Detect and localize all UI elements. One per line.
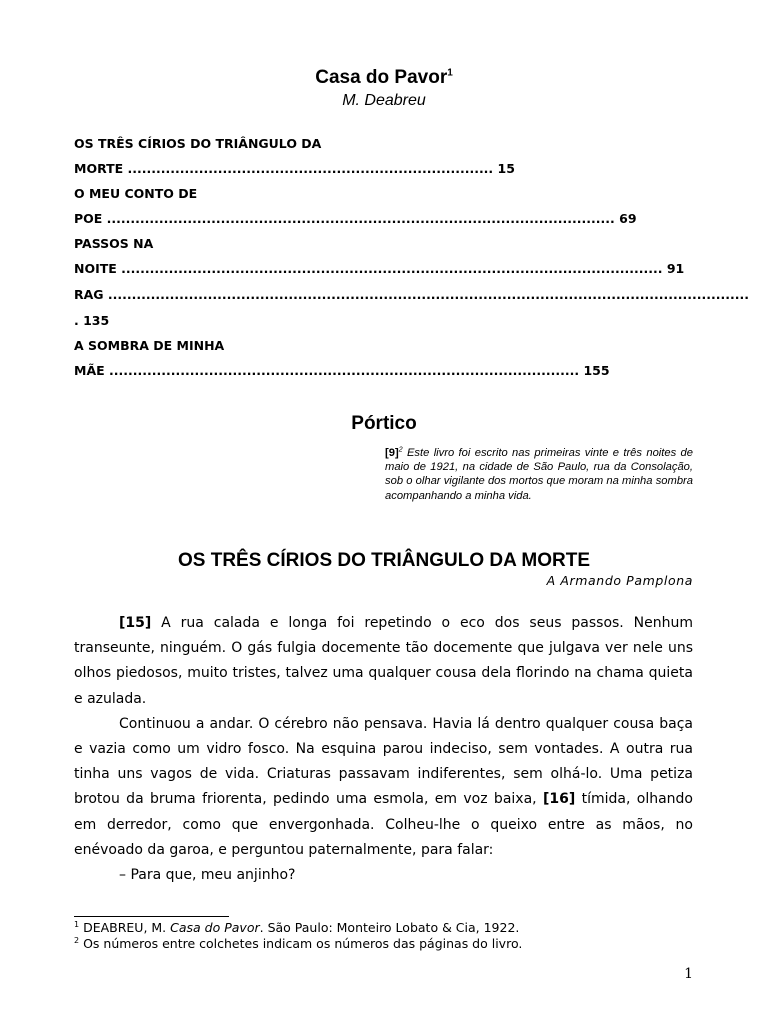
toc-line[interactable]: A SOMBRA DE MINHA <box>74 338 225 353</box>
page-number: 1 <box>684 966 693 982</box>
page-ref: [15] <box>119 615 152 631</box>
footnote-number: 1 <box>74 919 80 929</box>
footnote-text: Os números entre colchetes indicam os números das páginas do livro. <box>79 936 523 951</box>
toc-line[interactable]: MORTE ............................................................................. 15 <box>74 161 515 176</box>
toc-line[interactable]: RAG ....................................................................................................................................... <box>74 287 749 302</box>
footnote-mark-1[interactable]: 1 <box>447 67 453 79</box>
footnote-text: . São Paulo: Monteiro Lobato & Cia, 1922. <box>259 920 520 935</box>
epigraph-text: Este livro foi escrito nas primeiras vinte e três noites de maio de 1921, na cidade de São Paulo, rua da Consolação, sob o olhar vigilante dos mortos que moram na minha sombra acompanhando a minha vida. <box>385 447 693 502</box>
page-ref: [9] <box>385 447 399 459</box>
toc-line[interactable]: POE ........................................................................................................... 69 <box>74 211 637 226</box>
page-ref: [16] <box>542 791 576 808</box>
footnotes <box>74 920 694 952</box>
chapter-title: OS TRÊS CÍRIOS DO TRIÂNGULO DA MORTE <box>177 550 591 571</box>
paragraph-text: tímida, olhando em derredor, como que envergonhada. Colheu-lhe o queixo entre as mãos, no enévoado da garoa, e perguntou paternalmente, para falar: <box>74 791 693 858</box>
toc-line[interactable]: . 135 <box>74 313 110 328</box>
footnote-mark-2[interactable]: 2 <box>398 446 403 454</box>
paragraph <box>74 611 693 712</box>
paragraph <box>74 863 693 888</box>
book-title <box>0 67 768 89</box>
toc-line[interactable]: OS TRÊS CÍRIOS DO TRIÂNGULO DA <box>74 136 322 151</box>
footnote-divider <box>74 916 229 917</box>
paragraph <box>74 712 693 863</box>
chapter-body <box>74 611 693 888</box>
portico-epigraph <box>385 446 693 503</box>
footnote-2 <box>74 936 694 952</box>
footnote-text: DEABREU, M. <box>79 920 171 935</box>
paragraph-text: Continuou a andar. O cérebro não pensava. Havia lá dentro qualquer cousa baça e vazia como um vidro fosco. Na esquina parou indeciso, sem vontades. A outra rua tinha uns vagos de vida. Criaturas passavam indiferentes, sem olhá-lo. Uma petiza brotou da bruma friorenta, pedindo uma esmola, em voz baixa, <box>74 715 693 808</box>
toc-line[interactable]: O MEU CONTO DE <box>74 186 198 201</box>
portico-title: Pórtico <box>351 413 417 434</box>
paragraph-text: – Para que, meu anjinho? <box>119 867 296 884</box>
footnote-book-title: Casa do Pavor <box>170 920 260 935</box>
chapter-dedication: A Armando Pamplona <box>546 573 693 588</box>
book-author: M. Deabreu <box>342 92 426 109</box>
toc-line[interactable]: NOITE .................................................................................................................. 91 <box>74 261 685 276</box>
footnote-number: 2 <box>74 935 80 945</box>
footnote-1 <box>74 920 694 936</box>
toc-line[interactable]: PASSOS NA <box>74 236 154 251</box>
book-title-text: Casa do Pavor <box>315 67 448 88</box>
paragraph-text: A rua calada e longa foi repetindo o eco dos seus passos. Nenhum transeunte, ninguém. O gás fulgia docemente tão docemente que julgava ver nele uns olhos piedosos, muito tristes, talvez uma qualquer cousa dela florindo na chama quieta e azulada. <box>74 615 693 707</box>
toc-line[interactable]: MÃE ................................................................................................... 155 <box>74 363 610 378</box>
